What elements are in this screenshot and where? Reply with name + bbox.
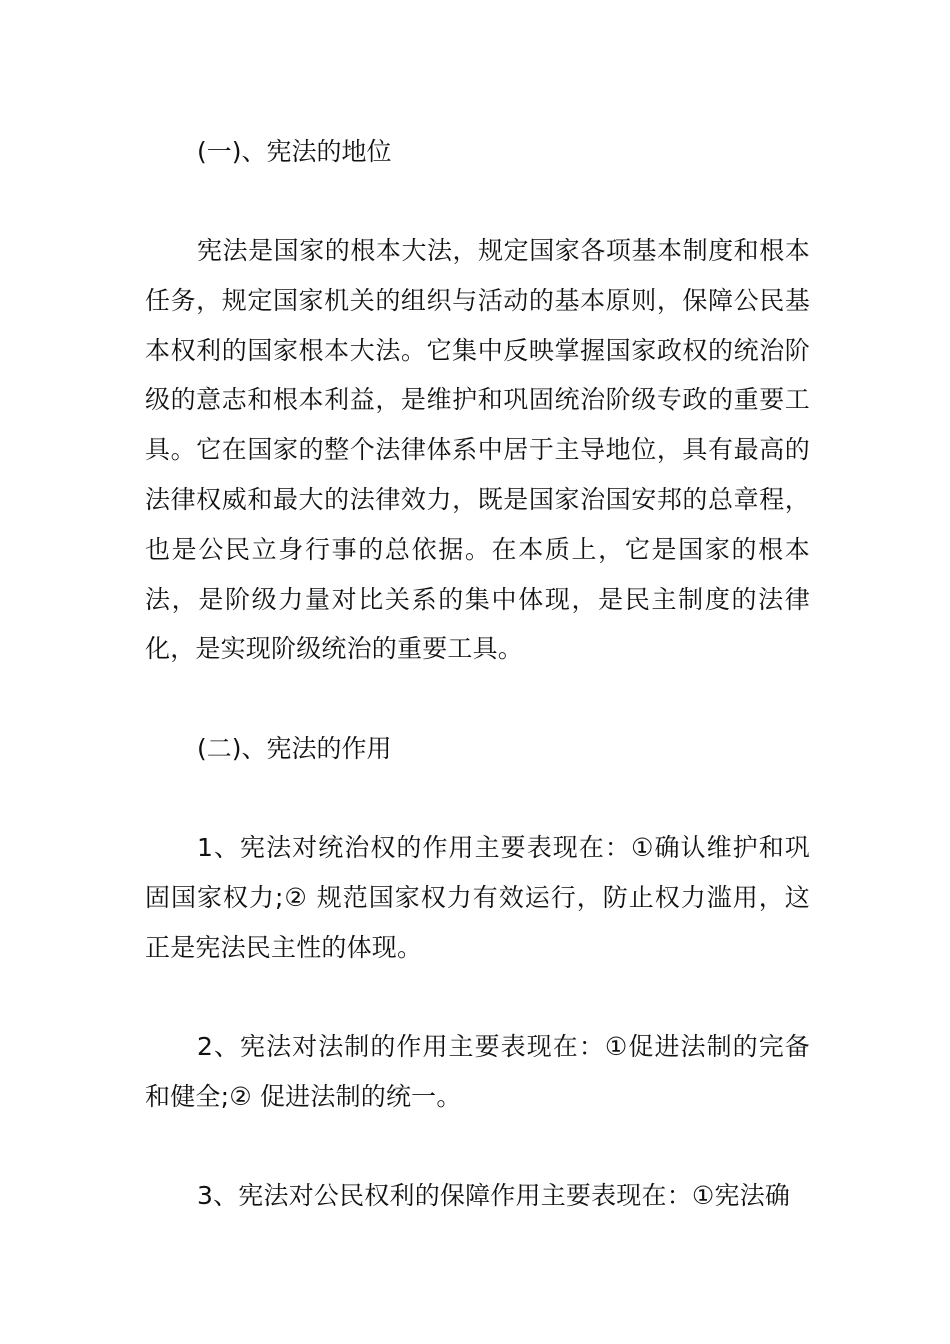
paragraph-function-citizen-rights: 3、宪法对公民权利的保障作用主要表现在：①宪法确 bbox=[197, 1181, 791, 1210]
section-heading-function: (二)、宪法的作用 bbox=[197, 734, 392, 763]
section-heading-status: (一)、宪法的地位 bbox=[197, 137, 392, 166]
paragraph-function-legal-system: 2、宪法对法制的作用主要表现在：①促进法制的完备和健全;② 促进法制的统一。 bbox=[145, 1032, 810, 1111]
paragraph-constitution-status: 宪法是国家的根本大法，规定国家各项基本制度和根本任务，规定国家机关的组织与活动的基本原则，保障公民基本权利的国家根本大法。它集中反映掌握国家政权的统治阶级的意志和根本利益，是维护和巩固统治阶级专政的重要工具。它在国家的整个法律体系中居于主导地位，具有最高的法律权威和最大的法律效力，既是国家治国安邦的总章程，也是公民立身行事的总依据。在本质上，它是国家的根本法，是阶级力量对比关系的集中体现，是民主制度的法律化，是实现阶级统治的重要工具。 bbox=[145, 236, 810, 664]
paragraph-function-ruling-power: 1、宪法对统治权的作用主要表现在：①确认维护和巩固国家权力;② 规范国家权力有效运行，防止权力滥用，这正是宪法民主性的体现。 bbox=[145, 833, 810, 962]
